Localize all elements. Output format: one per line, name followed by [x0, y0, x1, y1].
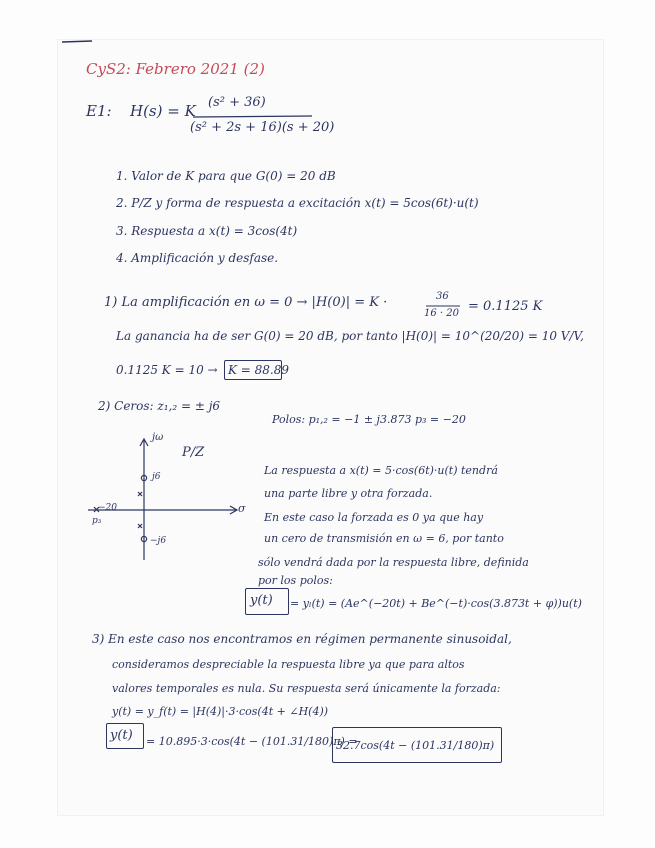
- pz-pole-upper: [138, 492, 142, 496]
- part1-fraction-denominator: 16 · 20: [424, 308, 459, 319]
- part3-final-lhs: y(t): [110, 728, 133, 743]
- part3-line-1: 3) En este caso nos encontramos en régimen permanente sinusoidal,: [92, 632, 512, 646]
- part2-text-6: por los polos:: [258, 574, 333, 587]
- part1-fraction-numerator: 36: [436, 291, 449, 302]
- question-4: 4. Amplificación y desfase.: [116, 251, 279, 265]
- part3-line-2: consideramos despreciable la respuesta libre ya que para altos: [112, 658, 465, 671]
- part2-equation-rhs: = yₗ(t) = (Ae^(−20t) + Be^(−t)·cos(3.873t + φ))u(t): [290, 597, 582, 610]
- pz-plot-sigma-label: σ: [238, 502, 246, 515]
- question-2: 2. P/Z y forma de respuesta a excitación x(t) = 5cos(6t)·u(t): [116, 196, 479, 210]
- pz-plot-zero-top-label: j6: [152, 472, 161, 482]
- part2-text-5: sólo vendrá dada por la respuesta libre, definida: [258, 556, 529, 569]
- pz-plot-jw-label: jω: [152, 432, 164, 443]
- transfer-function-denominator: (s² + 2s + 16)(s + 20): [190, 120, 335, 135]
- transfer-function-lhs: H(s) = K: [130, 102, 196, 120]
- part2-text-2: una parte libre y otra forzada.: [264, 487, 433, 500]
- pz-plot-title: P/Z: [182, 445, 205, 460]
- part3-final-result: 32.7cos(4t − (101.31/180)π): [336, 739, 495, 752]
- transfer-function-numerator: (s² + 36): [208, 95, 266, 110]
- part3-final-mid: = 10.895·3·cos(4t − (101.31/180)π) =: [146, 735, 358, 748]
- part1-line2: La ganancia ha de ser G(0) = 20 dB, por tanto |H(0)| = 10^(20/20) = 10 V/V,: [116, 329, 584, 343]
- pz-plot-zero-bottom-label: −j6: [150, 536, 167, 546]
- question-1: 1. Valor de K para que G(0) = 20 dB: [116, 169, 336, 183]
- page-title: CyS2: Febrero 2021 (2): [86, 60, 265, 78]
- pz-pole-lower: [138, 524, 142, 528]
- part3-line-3: valores temporales es nula. Su respuesta será únicamente la forzada:: [112, 682, 501, 695]
- part2-text-3: En este caso la forzada es 0 ya que hay: [264, 511, 484, 524]
- question-3: 3. Respuesta a x(t) = 3cos(4t): [116, 224, 298, 238]
- part2-zeros: 2) Ceros: z₁,₂ = ± j6: [98, 399, 221, 413]
- exercise-label: E1:: [86, 102, 112, 120]
- part2-text-1: La respuesta a x(t) = 5·cos(6t)·u(t) tendrá: [264, 464, 498, 477]
- part2-text-4: un cero de transmisión en ω = 6, por tanto: [264, 532, 504, 545]
- pz-plot-pole-value: −20: [98, 503, 117, 513]
- part1-line1: 1) La amplificación en ω = 0 → |H(0)| = K ·: [104, 295, 388, 310]
- part1-line1-result: = 0.1125 K: [468, 299, 543, 314]
- part2-equation-lhs: y(t): [250, 593, 273, 608]
- part1-result: K = 88.89: [228, 363, 290, 377]
- part1-line3: 0.1125 K = 10 →: [116, 363, 218, 377]
- pz-plot-pole-label: p₃: [92, 516, 102, 526]
- part3-line-4: y(t) = y_f(t) = |H(4)|·3·cos(4t + ∠H(4)): [112, 705, 329, 718]
- part2-poles: Polos: p₁,₂ = −1 ± j3.873 p₃ = −20: [272, 413, 466, 426]
